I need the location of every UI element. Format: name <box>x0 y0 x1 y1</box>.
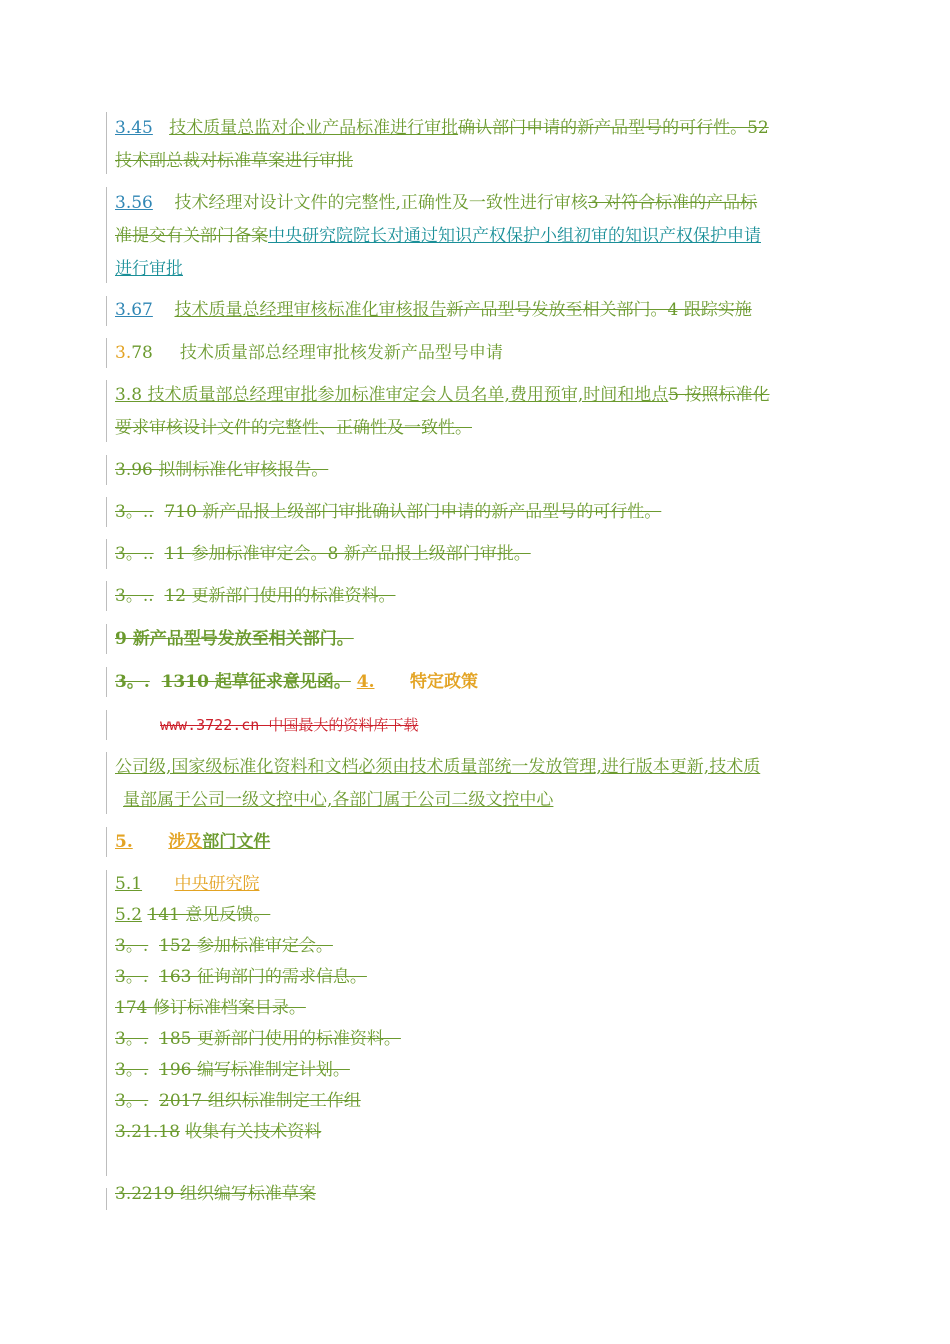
policy-line-2: 量部属于公司一级文控中心,各部门属于公司二级文控中心 <box>123 790 554 810</box>
item-text: 技术质量总经理审核标准化审核报告 <box>174 300 447 320</box>
change-bar <box>106 710 107 740</box>
item-number: 3.56 <box>115 193 153 213</box>
item-number: 3.67 <box>115 300 153 320</box>
deleted-link-text[interactable]: www.3722.cn 中国最大的资料库下载 <box>160 716 419 734</box>
item-3-8 <box>106 379 866 445</box>
item-number: 3。.. <box>115 586 154 606</box>
list-text: 中央研究院 <box>174 874 260 894</box>
item-number: 3.45 <box>115 118 153 138</box>
list-item <box>115 1086 866 1117</box>
item-3-56 <box>106 187 866 286</box>
item-9 <box>106 623 866 656</box>
deleted-text: 3.96 拟制标准化审核报告。 <box>115 460 329 480</box>
deleted-text: 3 对符合标准的产品标 <box>587 193 758 213</box>
item-number: 3。.. <box>115 544 154 564</box>
item-11 <box>106 538 866 571</box>
watermark-link[interactable] <box>160 709 920 742</box>
deleted-text: 确认部门申请的新产品型号的可行性。52 <box>458 118 769 138</box>
list-number: 5.1 <box>115 874 143 894</box>
item-12 <box>106 580 866 613</box>
list-number: 3。. <box>115 1029 149 1049</box>
list-item <box>115 993 866 1024</box>
deleted-text: 收集有关技术资料 <box>185 1122 322 1142</box>
deleted-text: 174 修订标准档案目录。 <box>115 998 306 1018</box>
deleted-text: 196 编写标准制定计划。 <box>159 1060 350 1080</box>
list-number: 5.2 <box>115 905 143 925</box>
list-item <box>115 1024 866 1055</box>
deleted-text: 2017 组织标准制定工作组 <box>159 1091 361 1111</box>
policy-line-1: 公司级,国家级标准化资料和文档必须由技术质量部统一发放管理,进行版本更新,技术质 <box>115 757 761 777</box>
list-number: 3。. <box>115 1060 149 1080</box>
item-3-45 <box>106 112 866 178</box>
list-item <box>115 1055 866 1086</box>
deleted-text: 11 参加标准审定会。8 新产品报上级部门审批。 <box>164 544 531 564</box>
item-3-67 <box>106 294 866 327</box>
policy-paragraph <box>106 751 866 817</box>
deleted-text: 3.2219 组织编写标准草案 <box>115 1184 316 1204</box>
list-number: 3。. <box>115 967 149 987</box>
deleted-text: 9 新产品型号发放至相关部门。 <box>115 629 354 649</box>
deleted-text: 185 更新部门使用的标准资料。 <box>159 1029 401 1049</box>
section-title-prefix: 涉及 <box>168 832 203 852</box>
deleted-text: 1310 起草征求意见函。 <box>161 672 351 692</box>
item-number-suffix: 78 <box>131 343 153 363</box>
section-number: 4. <box>356 672 375 692</box>
item-number: 3. <box>115 343 132 363</box>
item-number: 3。. <box>115 672 150 692</box>
deleted-text: 技术副总裁对标准草案进行审批 <box>115 151 353 171</box>
section-5-heading <box>106 826 866 859</box>
item-text: 技术质量部总经理审批核发新产品型号申请 <box>179 343 503 363</box>
item-710 <box>106 496 866 529</box>
item-number: 3。.. <box>115 502 154 522</box>
list-item <box>115 900 866 931</box>
section-4-heading <box>106 666 866 699</box>
list-number: 3。. <box>115 1091 149 1111</box>
deleted-text: 163 征询部门的需求信息。 <box>159 967 367 987</box>
list-item <box>115 869 866 900</box>
item-3-78 <box>106 337 866 370</box>
item-3-96 <box>106 454 866 487</box>
deleted-text: 152 参加标准审定会。 <box>159 936 333 956</box>
section-title: 特定政策 <box>410 672 479 692</box>
deleted-text: 12 更新部门使用的标准资料。 <box>164 586 396 606</box>
deleted-text: 准提交有关部门备案 <box>115 226 268 246</box>
item-text: 技术质量总监对企业产品标准进行审批 <box>169 118 459 138</box>
list-number: 3。. <box>115 936 149 956</box>
deleted-text: 要求审核设计文件的完整性、正确性及一致性。 <box>115 418 472 438</box>
section-title: 部门文件 <box>202 832 271 852</box>
document-list <box>106 869 866 1210</box>
section-number: 5. <box>115 832 133 852</box>
item-text: 技术经理对设计文件的完整性,正确性及一致性进行审核 <box>174 193 588 213</box>
list-item <box>115 931 866 962</box>
blank-line <box>115 1148 866 1179</box>
inserted-text: 进行审批 <box>115 259 183 279</box>
deleted-text: 5 按照标准化 <box>668 385 770 405</box>
list-item <box>115 962 866 993</box>
list-item <box>115 1117 866 1148</box>
inserted-text: 中央研究院院长对通过知识产权保护小组初审的知识产权保护申请 <box>268 226 761 246</box>
list-number: 3.21.18 <box>115 1122 180 1142</box>
deleted-text: 新产品型号发放至相关部门。4 跟踪实施 <box>446 300 752 320</box>
deleted-text: 710 新产品报上级部门审批确认部门申请的新产品型号的可行性。 <box>164 502 662 522</box>
deleted-text: 141 意见反馈。 <box>147 905 271 925</box>
item-text: 3.8 技术质量部总经理审批参加标准审定会人员名单,费用预审,时间和地点 <box>115 385 669 405</box>
